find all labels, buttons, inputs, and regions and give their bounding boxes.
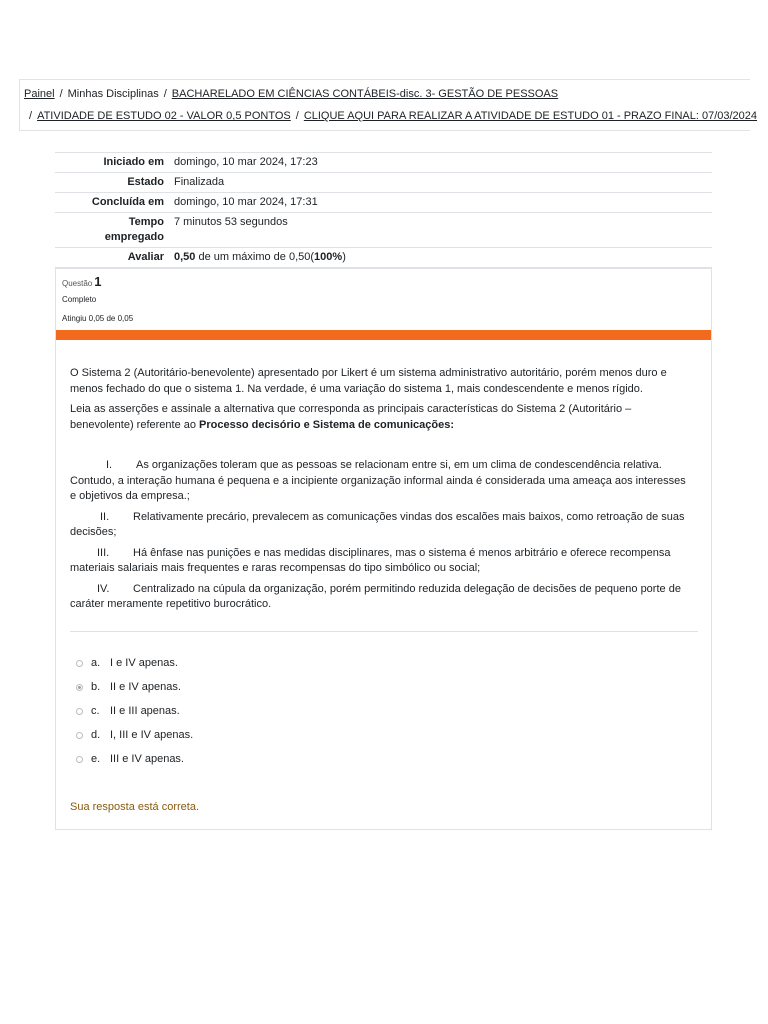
radio-button[interactable] [76, 660, 83, 667]
assertion-numeral: I. [106, 459, 113, 471]
breadcrumb-separator: / [59, 88, 63, 100]
summary-label: Iniciado em [55, 153, 170, 173]
summary-row-state [55, 173, 712, 193]
grade-percent: 100% [314, 251, 343, 263]
option-text: III e IV apenas. [110, 753, 184, 765]
summary-label: Avaliar [55, 248, 170, 268]
radio-button-selected[interactable] [76, 684, 83, 691]
option-letter: e. [91, 753, 101, 765]
question-state: Completo [62, 295, 97, 304]
option-letter: c. [91, 705, 100, 717]
option-letter: a. [91, 657, 101, 669]
summary-value: Finalizada [170, 173, 712, 193]
grade-score: 0,50 [174, 251, 196, 263]
question-number [62, 274, 101, 289]
assertion-item [70, 510, 692, 541]
summary-row-time [55, 213, 712, 248]
assertion-text: Relativamente precário, prevalecem as comunicações vindas dos escalões mais baixos, como retroação de suas decisões; [70, 510, 685, 538]
breadcrumb-link-activity[interactable]: CLIQUE AQUI PARA REALIZAR A ATIVIDADE DE ESTUDO 01 - PRAZO FINAL: 07/03/2024 [303, 110, 758, 122]
assertion-item [70, 582, 692, 613]
summary-value: 7 minutos 53 segundos [170, 213, 712, 248]
grade-text: de um máximo de 0,50( [195, 251, 315, 263]
breadcrumb-item-minhas-disciplinas: Minhas Disciplinas [67, 88, 159, 100]
breadcrumb-link-painel[interactable]: Painel [24, 88, 55, 100]
summary-row-started [55, 153, 712, 173]
option-text: II e III apenas. [110, 705, 180, 717]
summary-row-grade [55, 248, 712, 268]
assertion-numeral: II. [100, 510, 110, 523]
summary-value: domingo, 10 mar 2024, 17:23 [170, 153, 712, 173]
option-letter: b. [91, 681, 101, 693]
question-intro: O Sistema 2 (Autoritário-benevolente) apresentado por Likert é um sistema administrativo autoritário, porém menos duro e menos fechado do que o sistema 1. Na verdade, é uma variação do sistema 1, mais condescendente e menos rígido. [70, 367, 667, 395]
breadcrumb-line-1 [24, 87, 558, 101]
summary-value: domingo, 10 mar 2024, 17:31 [170, 193, 712, 213]
assertion-text: Há ênfase nas punições e nas medidas disciplinares, mas o sistema é menos arbitrário e oferece recompensa materiais salariais mais frequentes e raras recompensas do tipo simbólico ou social; [70, 546, 671, 574]
grade-text-end: ) [342, 251, 346, 263]
question-text [70, 366, 692, 618]
answer-feedback: Sua resposta está correta. [70, 801, 200, 813]
breadcrumb-separator: / [29, 110, 33, 122]
assertion-item [70, 546, 692, 577]
summary-label [55, 213, 170, 248]
answer-option-e[interactable] [76, 747, 193, 771]
summary-label: Concluída em [55, 193, 170, 213]
answer-option-a[interactable] [76, 651, 193, 675]
breadcrumb-separator: / [163, 88, 167, 100]
option-text: II e IV apenas. [110, 681, 181, 693]
answer-option-b[interactable] [76, 675, 193, 699]
summary-value [170, 248, 712, 268]
summary-row-completed [55, 193, 712, 213]
breadcrumb-link-course[interactable]: BACHARELADO EM CIÊNCIAS CONTÁBEIS-disc. 3- GESTÃO DE PESSOAS [171, 88, 559, 100]
assertion-text: As organizações toleram que as pessoas se relacionam entre si, em um clima de condescendência relativa. Contudo, a interação humana é pequena e a incipiente organização informal ainda é considerada uma ameaça aos interesses e objetivos da empresa.; [70, 459, 686, 502]
option-text: I, III e IV apenas. [110, 729, 194, 741]
summary-label-line: empregado [104, 231, 164, 243]
option-letter: d. [91, 729, 101, 741]
radio-button[interactable] [76, 756, 83, 763]
assertion-text: Centralizado na cúpula da organização, porém permitindo reduzida delegação de decisões de pequeno porte de caráter meramente repetitivo burocrático. [70, 582, 681, 610]
question-accent-bar [56, 330, 711, 340]
answer-options [76, 651, 193, 771]
answer-option-d[interactable] [76, 723, 193, 747]
breadcrumb-link-section[interactable]: ATIVIDADE DE ESTUDO 02 - VALOR 0,5 PONTOS [37, 110, 291, 122]
assertion-numeral: IV. [97, 582, 110, 595]
question-prompt-text: Leia as asserções e assinale a alternativa que corresponda as principais características do Sistema 2 (Autoritário – benevolente) referente ao [70, 403, 632, 431]
question-prompt [70, 402, 692, 433]
answer-divider [70, 631, 698, 632]
question-card [55, 268, 712, 830]
assertion-numeral: III. [97, 546, 110, 559]
assertion-item [70, 458, 692, 505]
summary-label: Estado [55, 173, 170, 193]
question-number-value: 1 [94, 274, 102, 289]
question-prompt-bold: Processo decisório e Sistema de comunicações: [199, 418, 454, 431]
breadcrumb-separator: / [295, 110, 299, 122]
summary-label-line: Tempo [128, 216, 164, 228]
radio-button[interactable] [76, 708, 83, 715]
breadcrumb [19, 79, 758, 131]
answer-option-c[interactable] [76, 699, 193, 723]
question-label: Questão [62, 279, 93, 288]
question-grade: Atingiu 0,05 de 0,05 [62, 314, 134, 323]
radio-button[interactable] [76, 732, 83, 739]
breadcrumb-line-2 [29, 109, 757, 123]
quiz-summary-table [55, 152, 712, 268]
option-text: I e IV apenas. [110, 657, 178, 669]
